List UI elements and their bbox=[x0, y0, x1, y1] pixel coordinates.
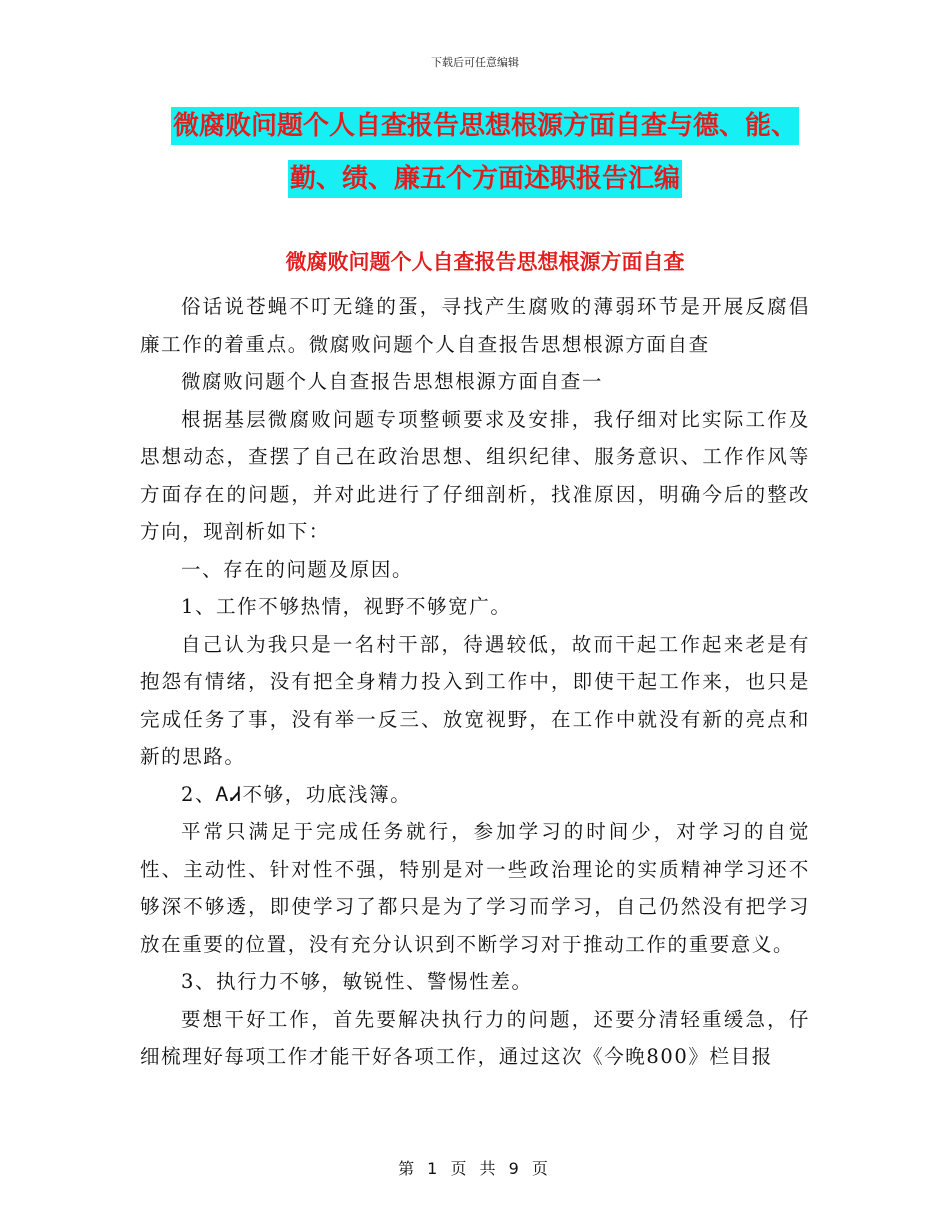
section-title: 微腐败问题个人自查报告思想根源方面自查 bbox=[285, 250, 685, 274]
document-body bbox=[140, 288, 810, 1076]
document-title-line-1: 微腐败问题个人自查报告思想根源方面自查与德、能、 bbox=[171, 107, 799, 145]
document-title bbox=[140, 100, 830, 206]
paragraph: 要想干好工作，首先要解决执行力的问题，还要分清轻重缓急，仔细梳理好每项工作才能干好各项工作，通过这次《今晚800》栏目报 bbox=[140, 1007, 810, 1068]
paragraph: 3、执行力不够，敏锐性、警惕性差。 bbox=[180, 970, 533, 993]
paragraph: 俗话说苍蝇不叮无缝的蛋，寻找产生腐败的薄弱环节是开展反腐倡廉工作的着重点。微腐败问题个人自查报告思想根源方面自查 bbox=[140, 295, 810, 356]
page-header-note: 下载后可任意编辑 bbox=[431, 56, 519, 69]
paragraph: 1、工作不够热情，视野不够宽广。 bbox=[180, 595, 512, 618]
paragraph: 2、ᎪᏗ不够，功底浅簿。 bbox=[180, 782, 412, 806]
document-title-line-2: 勤、绩、廉五个方面述职报告汇编 bbox=[288, 160, 682, 198]
paragraph: 平常只满足于完成任务就行，参加学习的时间少，对学习的自觉性、主动性、针对性不强，特别是对一些政治理论的实质精神学习还不够深不够透，即使学习了都只是为了学习而学习，自己仍然没有把学习放在重要的位置，没有充分认识到不断学习对于推动工作的重要意义。 bbox=[140, 820, 810, 956]
paragraph: 自己认为我只是一名村干部，待遇较低，故而干起工作起来老是有抱怨有情绪，没有把全身精力投入到工作中，即使干起工作来，也只是完成任务了事，没有举一反三、放宽视野，在工作中就没有新的亮点和新的思路。 bbox=[140, 632, 810, 768]
paragraph: 微腐败问题个人自查报告思想根源方面自查一 bbox=[180, 370, 603, 393]
paragraph: 根据基层微腐败问题专项整顿要求及安排，我仔细对比实际工作及思想动态，查摆了自己在政治思想、组织纪律、服务意识、工作作风等方面存在的问题，并对此进行了仔细剖析，找准原因，明确今后的整改方向，现剖析如下： bbox=[140, 407, 810, 543]
paragraph: 一、存在的问题及原因。 bbox=[180, 557, 414, 581]
page-number-footer: 第 1 页 共 9 页 bbox=[398, 1159, 552, 1178]
